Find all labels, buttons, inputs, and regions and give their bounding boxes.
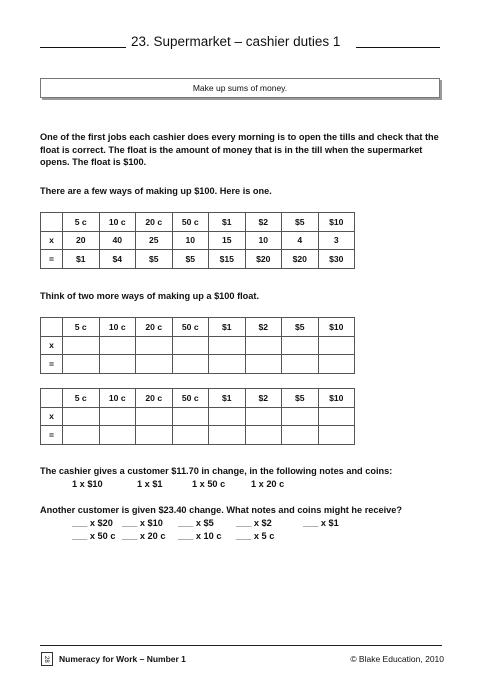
amount-cell: $20 xyxy=(245,250,282,269)
table-row xyxy=(41,426,355,445)
answer-cell[interactable] xyxy=(63,336,100,355)
answer-blank[interactable]: ___ x $20 xyxy=(72,518,113,528)
answer-cell[interactable] xyxy=(318,426,355,445)
change-item: 1 x $10 xyxy=(72,479,103,489)
column-header: 5 c xyxy=(63,213,100,232)
answer-cell[interactable] xyxy=(209,407,246,426)
answer-blank[interactable]: ___ x $5 xyxy=(178,518,214,528)
answer-blank[interactable]: ___ x 50 c xyxy=(72,531,116,541)
column-header: $10 xyxy=(318,389,355,408)
column-header: 10 c xyxy=(99,318,136,337)
amount-cell: $30 xyxy=(318,250,355,269)
amount-cell: $20 xyxy=(282,250,319,269)
answer-cell[interactable] xyxy=(282,426,319,445)
answer-cell[interactable] xyxy=(245,407,282,426)
table-row xyxy=(41,336,355,355)
column-header: $2 xyxy=(245,318,282,337)
column-header: 5 c xyxy=(63,389,100,408)
column-header: $5 xyxy=(282,318,319,337)
answer-cell[interactable] xyxy=(245,336,282,355)
blank-table-2 xyxy=(40,388,355,445)
row-label-equals: = xyxy=(41,355,63,374)
answer-cell[interactable] xyxy=(318,336,355,355)
answer-cell[interactable] xyxy=(209,355,246,374)
example-intro: There are a few ways of making up $100. Here is one. xyxy=(40,186,272,196)
answer-cell[interactable] xyxy=(99,336,136,355)
table-header-row xyxy=(41,389,355,408)
row-label-equals: = xyxy=(41,250,63,269)
column-header: $1 xyxy=(209,389,246,408)
answer-blank[interactable]: ___ x 5 c xyxy=(236,531,275,541)
answer-cell[interactable] xyxy=(209,426,246,445)
column-header: 50 c xyxy=(172,318,209,337)
amount-cell: $1 xyxy=(63,250,100,269)
answer-cell[interactable] xyxy=(136,355,173,374)
answer-cell[interactable] xyxy=(136,336,173,355)
column-header: 50 c xyxy=(172,389,209,408)
column-header: $5 xyxy=(282,213,319,232)
corner-cell xyxy=(41,213,63,232)
answer-cell[interactable] xyxy=(136,426,173,445)
answer-blank[interactable]: ___ x $2 xyxy=(236,518,272,528)
amount-cell: $4 xyxy=(99,250,136,269)
example-table xyxy=(40,212,355,269)
column-header: $2 xyxy=(245,389,282,408)
row-label-times: x xyxy=(41,407,63,426)
answer-cell[interactable] xyxy=(99,355,136,374)
table-row xyxy=(41,250,355,269)
table-header-row xyxy=(41,318,355,337)
column-header: $5 xyxy=(282,389,319,408)
answer-cell[interactable] xyxy=(245,355,282,374)
count-cell: 40 xyxy=(99,231,136,250)
answer-cell[interactable] xyxy=(99,426,136,445)
answer-cell[interactable] xyxy=(318,355,355,374)
title-rule-left xyxy=(40,47,126,48)
column-header: 50 c xyxy=(172,213,209,232)
change-question-1: The cashier gives a customer $11.70 in change, in the following notes and coins: xyxy=(40,466,393,476)
table-row xyxy=(41,407,355,426)
column-header: $10 xyxy=(318,318,355,337)
instruction-box: Make up sums of money. xyxy=(40,78,440,98)
row-label-equals: = xyxy=(41,426,63,445)
answer-cell[interactable] xyxy=(245,426,282,445)
table-row xyxy=(41,355,355,374)
table-header-row xyxy=(41,213,355,232)
amount-cell: $15 xyxy=(209,250,246,269)
answer-cell[interactable] xyxy=(209,336,246,355)
answer-cell[interactable] xyxy=(172,407,209,426)
column-header: 20 c xyxy=(136,213,173,232)
answer-cell[interactable] xyxy=(63,407,100,426)
row-label-times: x xyxy=(41,336,63,355)
page-number: 28 xyxy=(41,652,53,666)
answer-blank[interactable]: ___ x $1 xyxy=(303,518,339,528)
count-cell: 10 xyxy=(172,231,209,250)
count-cell: 15 xyxy=(209,231,246,250)
footer-rule xyxy=(40,645,442,646)
amount-cell: $5 xyxy=(136,250,173,269)
change-item: 1 x $1 xyxy=(137,479,163,489)
answer-cell[interactable] xyxy=(282,355,319,374)
answer-cell[interactable] xyxy=(63,426,100,445)
column-header: $2 xyxy=(245,213,282,232)
column-header: 20 c xyxy=(136,318,173,337)
page-title: 23. Supermarket – cashier duties 1 xyxy=(131,34,341,49)
table-row xyxy=(41,231,355,250)
answer-cell[interactable] xyxy=(318,407,355,426)
answer-cell[interactable] xyxy=(282,336,319,355)
column-header: 10 c xyxy=(99,389,136,408)
copyright: © Blake Education, 2010 xyxy=(350,654,444,664)
title-rule-right xyxy=(356,47,440,48)
blank-table-1 xyxy=(40,317,355,374)
count-cell: 10 xyxy=(245,231,282,250)
book-title: Numeracy for Work – Number 1 xyxy=(59,654,186,664)
answer-blank[interactable]: ___ x 20 c xyxy=(122,531,166,541)
answer-blank[interactable]: ___ x $10 xyxy=(122,518,163,528)
column-header: $1 xyxy=(209,213,246,232)
change-item: 1 x 20 c xyxy=(251,479,285,489)
count-cell: 3 xyxy=(318,231,355,250)
column-header: 5 c xyxy=(63,318,100,337)
corner-cell xyxy=(41,318,63,337)
answer-cell[interactable] xyxy=(172,336,209,355)
answer-cell[interactable] xyxy=(136,407,173,426)
column-header: 20 c xyxy=(136,389,173,408)
answer-cell[interactable] xyxy=(63,355,100,374)
amount-cell: $5 xyxy=(172,250,209,269)
answer-cell[interactable] xyxy=(172,426,209,445)
answer-cell[interactable] xyxy=(99,407,136,426)
column-header: 10 c xyxy=(99,213,136,232)
count-cell: 4 xyxy=(282,231,319,250)
count-cell: 25 xyxy=(136,231,173,250)
change-item: 1 x 50 c xyxy=(192,479,226,489)
intro-paragraph: One of the first jobs each cashier does every morning is to open the tills and check that the float is correct. The float is the amount of money that is in the till when the supermarket opens. The float is $100. xyxy=(40,132,439,167)
task-prompt: Think of two more ways of making up a $100 float. xyxy=(40,291,260,301)
answer-cell[interactable] xyxy=(172,355,209,374)
column-header: $10 xyxy=(318,213,355,232)
count-cell: 20 xyxy=(63,231,100,250)
column-header: $1 xyxy=(209,318,246,337)
corner-cell xyxy=(41,389,63,408)
change-question-2: Another customer is given $23.40 change. What notes and coins might he receive? xyxy=(40,505,402,515)
answer-cell[interactable] xyxy=(282,407,319,426)
answer-blank[interactable]: ___ x 10 c xyxy=(178,531,222,541)
row-label-times: x xyxy=(41,231,63,250)
